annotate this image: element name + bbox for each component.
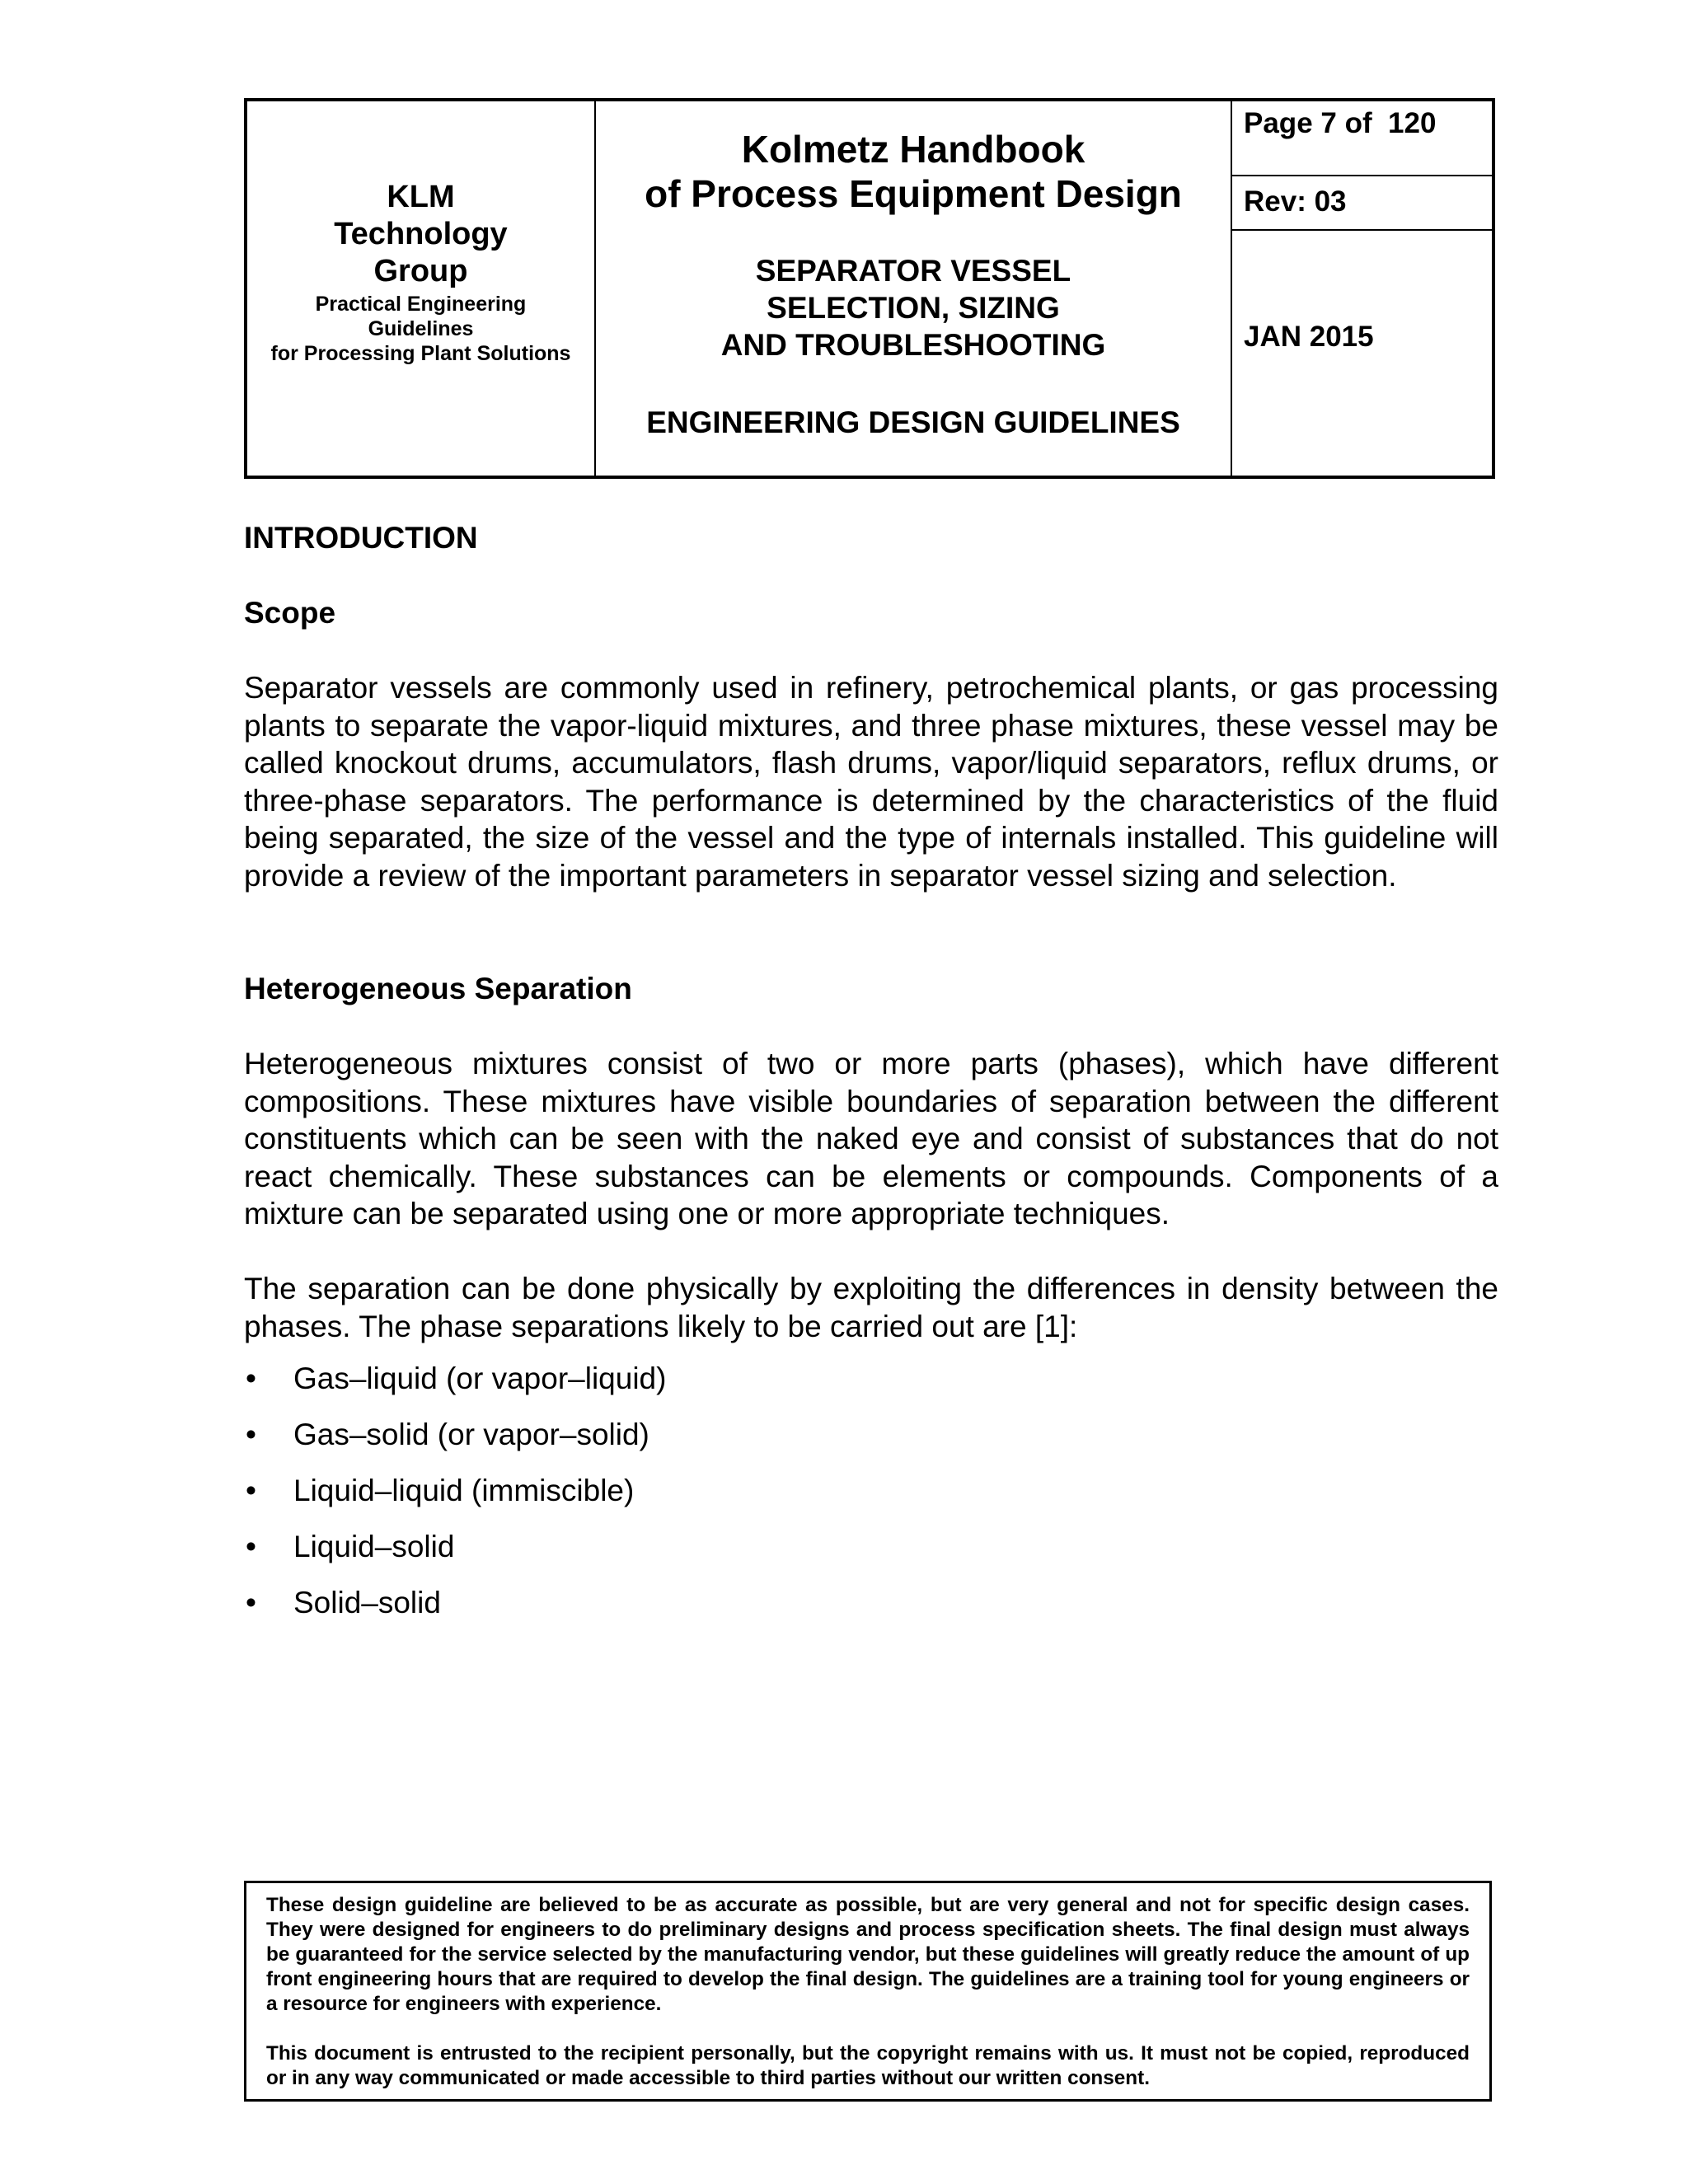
disclaimer-box — [244, 1881, 1492, 2102]
document-header — [244, 98, 1495, 479]
header-title-cell — [596, 101, 1232, 476]
bullet-icon: • — [246, 1586, 256, 1619]
document-title: SEPARATOR VESSEL SELECTION, SIZING AND TROUBLESHOOTING — [720, 254, 1106, 362]
document-type: ENGINEERING DESIGN GUIDELINES — [646, 405, 1180, 439]
header-meta-cell — [1232, 101, 1492, 476]
list-item: • Liquid–liquid (immiscible) — [246, 1474, 635, 1507]
company-name: KLM Technology Group — [334, 180, 508, 288]
list-item: • Gas–liquid (or vapor–liquid) — [246, 1361, 667, 1395]
heterogeneous-paragraph-2: The separation can be done physically by exploiting the differences in density between the phases. The phase separations likely to be carried out are [1]: — [244, 1272, 1498, 1343]
header-divider — [1232, 229, 1492, 231]
bullet-icon: • — [246, 1361, 256, 1395]
scope-heading: Scope — [244, 596, 336, 630]
revision: Rev: 03 — [1244, 185, 1347, 218]
phase-separation-list — [244, 1360, 666, 1640]
heterogeneous-heading: Heterogeneous Separation — [244, 972, 632, 1005]
introduction-heading: INTRODUCTION — [244, 521, 478, 555]
list-item: • Solid–solid — [246, 1586, 441, 1619]
scope-paragraph: Separator vessels are commonly used in refinery, petrochemical plants, or gas processing plants to separate the vapor-liquid mixtures, and three phase mixtures, these vessel may be called knockout drums, accumulators, flash drums, vapor/liquid separators, reflux drums, or three-phase separators. The performance is determined by the characteristics of the fluid being separated, the size of the vessel and the type of internals installed. This guideline will provide a review of the important parameters in separator vessel sizing and selection. — [244, 671, 1498, 893]
list-item: • Liquid–solid — [246, 1530, 455, 1563]
heterogeneous-paragraph-1: Heterogeneous mixtures consist of two or more parts (phases), which have different compositions. These mixtures have visible boundaries of separation between the different constituents which can be seen with the naked eye and consist of substances that do not react chemically. These substances can be elements or compounds. Components of a mixture can be separated using one or more appropriate techniques. — [244, 1047, 1498, 1230]
bullet-icon: • — [246, 1474, 256, 1507]
bullet-icon: • — [246, 1530, 256, 1563]
page-number: Page 7 of 120 — [1244, 107, 1437, 139]
header-divider — [1232, 175, 1492, 176]
company-tagline: Practical Engineering Guidelines for Processing Plant Solutions — [270, 293, 571, 365]
revision-date: JAN 2015 — [1244, 321, 1374, 353]
bullet-icon: • — [246, 1418, 256, 1451]
header-company-cell — [247, 101, 596, 476]
handbook-title: Kolmetz Handbook of Process Equipment Design — [645, 128, 1182, 215]
copyright-notice: This document is entrusted to the recipient personally, but the copyright remains with us. It must not be copied, reproduced or in any way communicated or made accessible to third parties without our written consent. — [266, 2042, 1470, 2089]
disclaimer-text: These design guideline are believed to be as accurate as possible, but are very general and not for specific design cases. They were designed for engineers to do preliminary designs and process specification sheets. The final design must always be guaranteed for the service selected by the manufacturing vendor, but these guidelines will greatly reduce the amount of up front engineering hours that are required to develop the final design. The guidelines are a training tool for young engineers or a resource for engineers with experience. — [266, 1894, 1470, 2015]
list-item: • Gas–solid (or vapor–solid) — [246, 1418, 649, 1451]
